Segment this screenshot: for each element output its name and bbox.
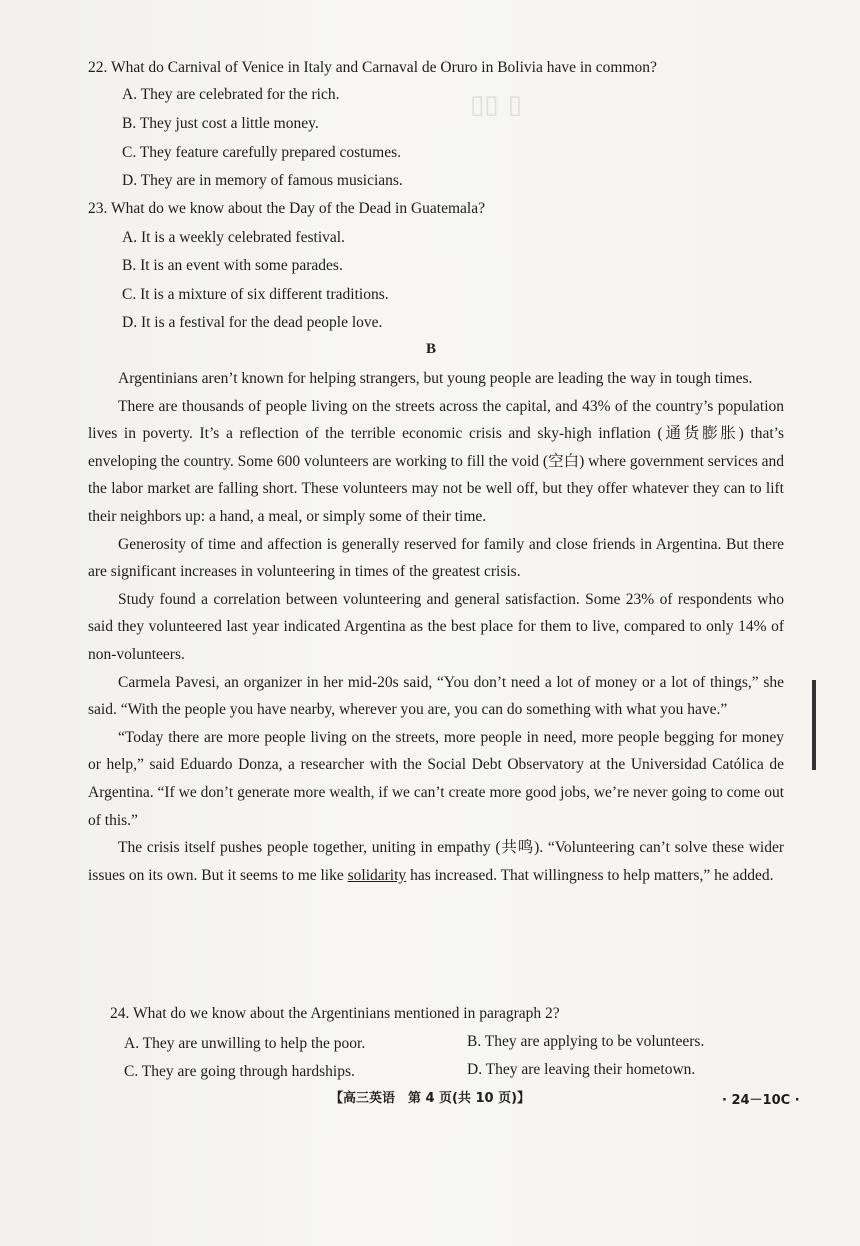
- question-23-option-c: C. It is a mixture of six different traditions.: [122, 286, 389, 303]
- page-footer: 【高三英语 第 4 页(共 10 页)】: [329, 1091, 531, 1106]
- question-24-stem: 24. What do we know about the Argentinians mentioned in paragraph 2?: [110, 1005, 560, 1022]
- question-24-option-a: A. They are unwilling to help the poor.: [124, 1035, 366, 1052]
- question-23-option-b: B. It is an event with some parades.: [122, 257, 343, 274]
- question-22-option-c: C. They feature carefully prepared costumes.: [122, 144, 402, 161]
- question-24-option-b: B. They are applying to be volunteers.: [467, 1033, 705, 1050]
- question-22-stem: 22. What do Carnival of Venice in Italy and Carnaval de Oruro in Bolivia have in common?: [88, 59, 657, 76]
- passage-paragraph-4: Study found a correlation between volunteering and general satisfaction. Some 23% of respondents who said they volunteered last year indicated Argentina as the best place for them to live, compared to only 14% of non-volunteers.: [88, 590, 784, 663]
- paragraph-7-text-start: The crisis itself pushes people together, uniting in empathy (共鸣). “Volunteering can’t solve these wider issues on its own. But it seems to me like: [88, 839, 784, 884]
- passage-paragraph-5: Carmela Pavesi, an organizer in her mid-20s said, “You don’t need a lot of money or a lot of things,” she said. “With the people you have nearby, wherever you are, you can do something with what you have.”: [88, 673, 784, 719]
- question-23-option-a: A. It is a weekly celebrated festival.: [122, 229, 345, 246]
- passage-paragraph-2: There are thousands of people living on the streets across the capital, and 43% of the country’s population lives in poverty. It’s a reflection of the terrible economic crisis and sky-high inflation (通货膨胀) that’s enveloping the country. Some 600 volunteers are working to fill the void (空白) where government services and the labor market are falling short. These volunteers may not be well off, but they offer whatever they can to lift their neighbors up: a hand, a meal, or simply some of their time.: [88, 397, 784, 525]
- page-edge-mark: [812, 680, 816, 770]
- bleed-through-mark: ▯▯ ▯: [470, 90, 522, 120]
- reading-passage: [88, 365, 784, 889]
- passage-paragraph-6: “Today there are more people living on the streets, more people in need, more people begging for money or help,” said Eduardo Donza, a researcher with the Social Debt Observatory at the Universidad Católica de Argentina. “If we don’t generate more wealth, if we can’t create more good jobs, we’re never going to come out of this.”: [88, 728, 784, 829]
- underlined-word: solidarity: [347, 866, 407, 884]
- paragraph-7-text-end: has increased. That willingness to help matters,” he added.: [406, 866, 774, 884]
- section-heading: B: [426, 341, 437, 357]
- exam-code: · 24－10C ·: [722, 1093, 800, 1108]
- question-22-option-a: A. They are celebrated for the rich.: [122, 86, 340, 103]
- question-23-option-d: D. It is a festival for the dead people love.: [122, 314, 383, 331]
- passage-paragraph-7: [88, 834, 784, 889]
- question-23-stem: 23. What do we know about the Day of the Dead in Guatemala?: [88, 200, 485, 217]
- question-22-option-b: B. They just cost a little money.: [122, 115, 319, 132]
- question-24-option-d: D. They are leaving their hometown.: [467, 1061, 696, 1078]
- question-22-option-d: D. They are in memory of famous musicians.: [122, 172, 403, 189]
- passage-paragraph-1: Argentinians aren’t known for helping strangers, but young people are leading the way in tough times.: [118, 370, 753, 387]
- passage-paragraph-3: Generosity of time and affection is generally reserved for family and close friends in Argentina. But there are significant increases in volunteering in times of the greatest crisis.: [88, 535, 784, 581]
- question-24-option-c: C. They are going through hardships.: [124, 1063, 355, 1080]
